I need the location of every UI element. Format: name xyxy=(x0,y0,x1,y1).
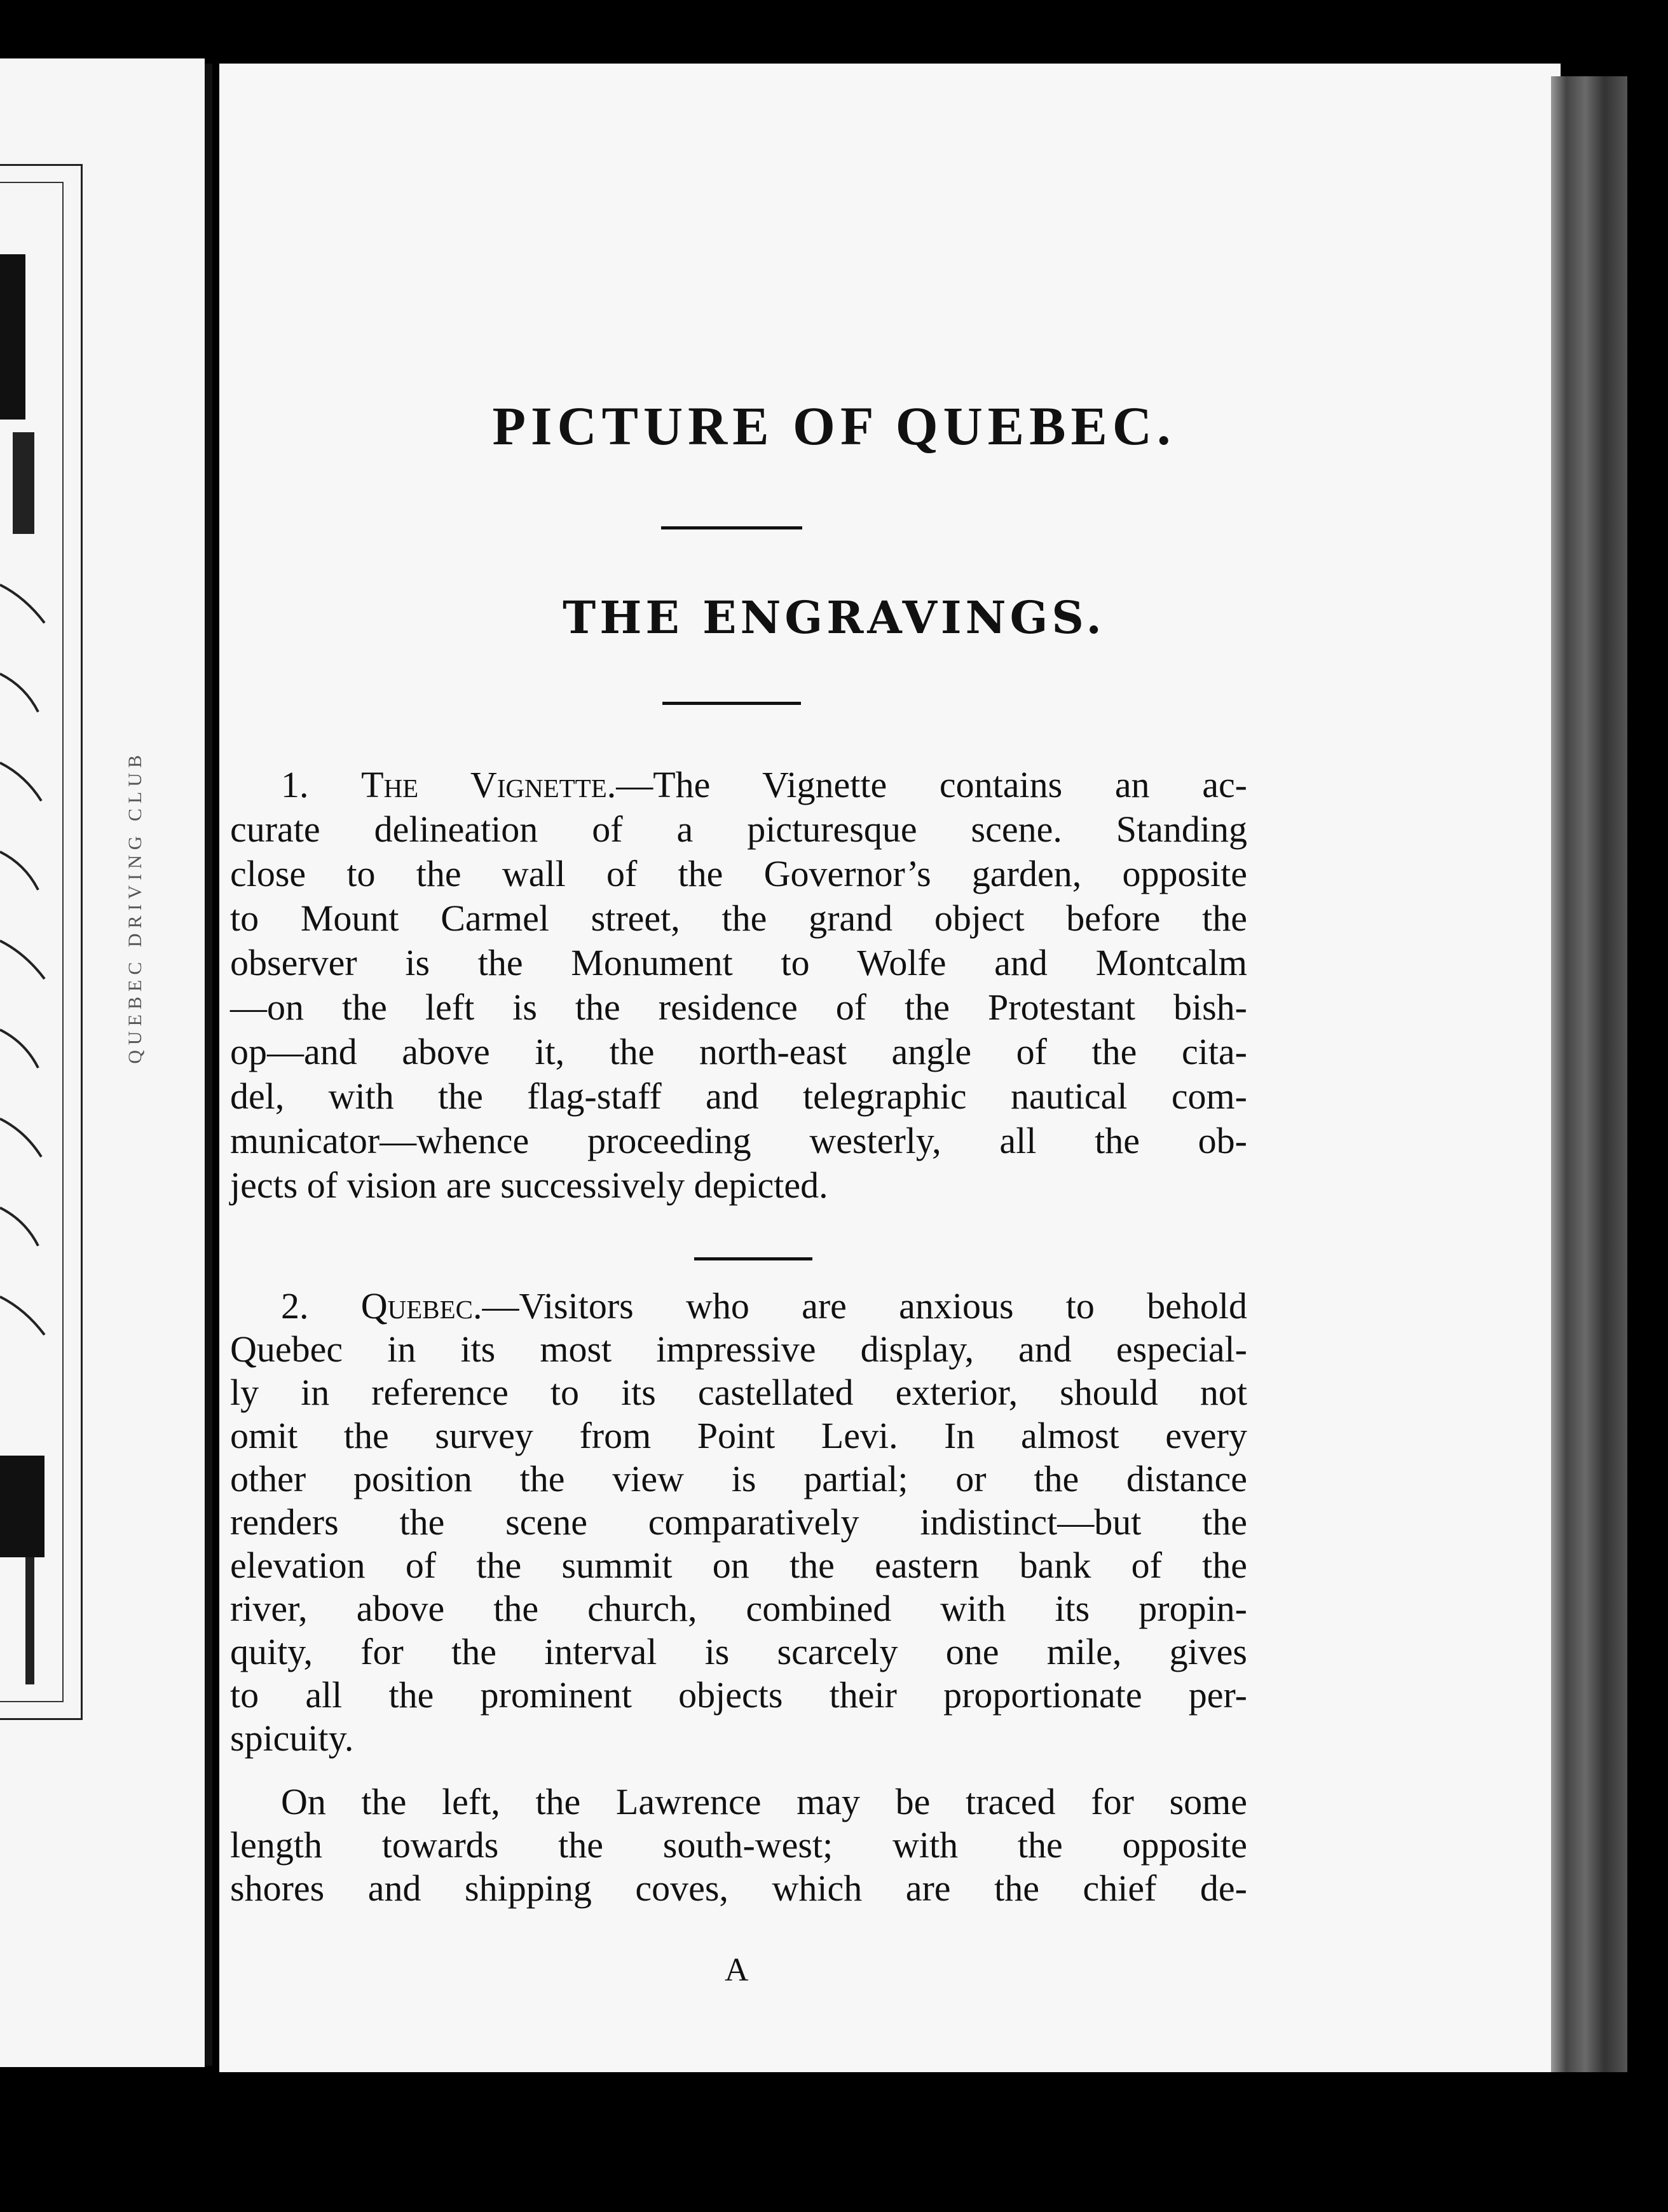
paragraph-line: ly in reference to its castellated exterior, should not xyxy=(230,1372,1247,1413)
entry-number: 1. xyxy=(281,764,309,805)
paragraph-line xyxy=(230,1284,1247,1328)
paragraph-line: to all the prominent objects their proportionate per- xyxy=(230,1674,1247,1716)
line-text: —The Vignette contains an ac- xyxy=(616,764,1247,805)
paragraph-line: elevation of the summit on the eastern bank of the xyxy=(230,1545,1247,1586)
paragraph-line: to Mount Carmel street, the grand object before the xyxy=(230,898,1247,939)
paragraph-line: op—and above it, the north-east angle of the cita- xyxy=(230,1031,1247,1072)
paragraph-line: Quebec in its most impressive display, and especial- xyxy=(230,1328,1247,1370)
paragraph-rule xyxy=(694,1257,812,1260)
left-page-caption: QUEBEC DRIVING CLUB xyxy=(125,750,146,1064)
line-text: —Visitors who are anxious to behold xyxy=(482,1285,1248,1327)
paragraph-line: del, with the flag-staff and telegraphic nautical com- xyxy=(230,1075,1247,1117)
paragraph-line: other position the view is partial; or the distance xyxy=(230,1458,1247,1499)
paragraph-line: municator—whence proceeding westerly, all the ob- xyxy=(230,1120,1247,1161)
paragraph-line: On the left, the Lawrence may be traced for some xyxy=(281,1781,1247,1822)
paragraph-line: length towards the south-west; with the opposite xyxy=(230,1824,1247,1866)
signature-mark: A xyxy=(725,1952,749,1988)
section-title: THE ENGRAVINGS. xyxy=(563,591,1105,644)
paragraph-line xyxy=(230,763,1247,807)
entry-heading: The Vignette. xyxy=(361,764,617,805)
paragraph-line: close to the wall of the Governor’s garden, opposite xyxy=(230,853,1247,894)
entry-number: 2. xyxy=(281,1285,309,1327)
paragraph-line: observer is the Monument to Wolfe and Montcalm xyxy=(230,942,1247,983)
page-edge-shadow xyxy=(1551,76,1627,2072)
book-gutter xyxy=(205,64,212,2066)
paragraph-line: quity, for the interval is scarcely one mile, gives xyxy=(230,1631,1247,1672)
entry-heading: Quebec. xyxy=(360,1285,482,1327)
paragraph-line: spicuity. xyxy=(230,1717,354,1759)
title-rule xyxy=(661,526,802,529)
section-rule xyxy=(662,702,801,705)
paragraph-line: jects of vision are successively depicted. xyxy=(230,1164,828,1206)
paragraph-line: omit the survey from Point Levi. In almost every xyxy=(230,1415,1247,1456)
page-title: PICTURE OF QUEBEC. xyxy=(492,395,1176,456)
paragraph-line: renders the scene comparatively indistinct—but the xyxy=(230,1501,1247,1543)
paragraph-line: river, above the church, combined with its propin- xyxy=(230,1588,1247,1629)
paragraph-line: curate delineation of a picturesque scene. Standing xyxy=(230,809,1247,850)
paragraph-line: —on the left is the residence of the Protestant bish- xyxy=(230,987,1247,1028)
paragraph-line: shores and shipping coves, which are the chief de- xyxy=(230,1867,1247,1909)
